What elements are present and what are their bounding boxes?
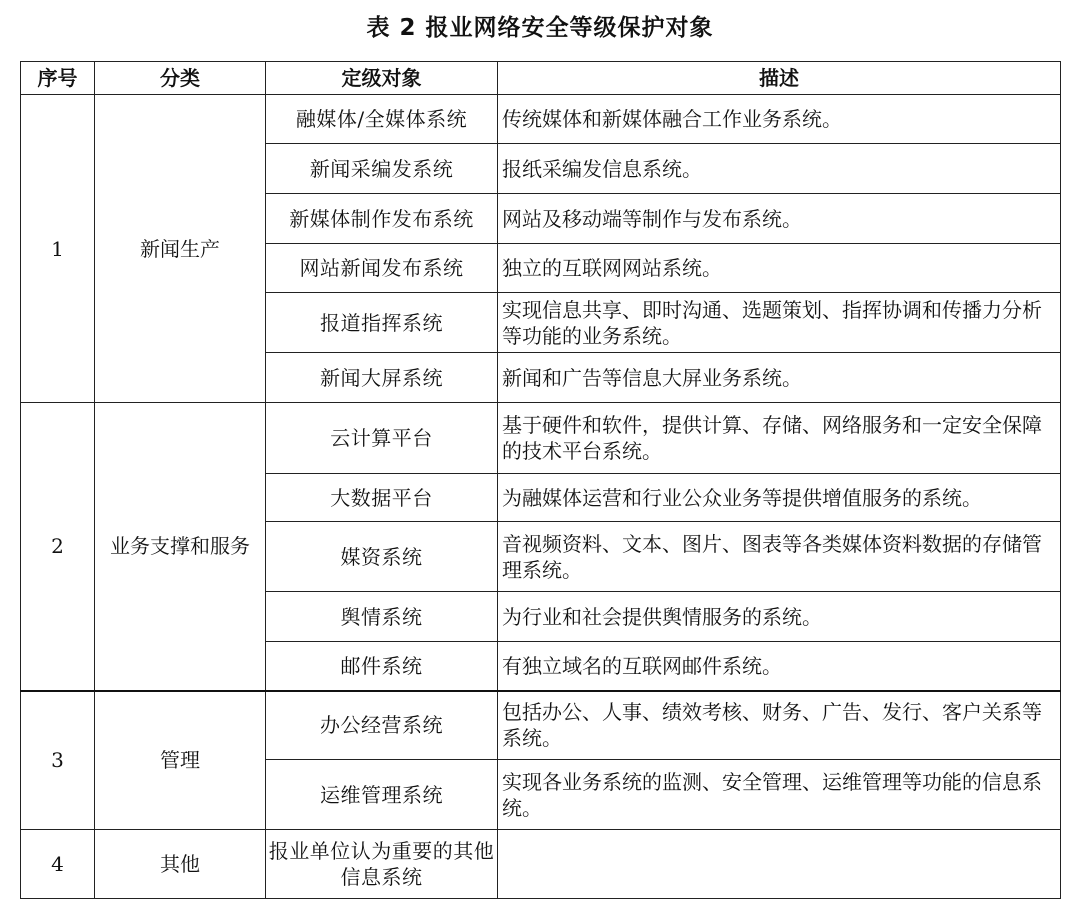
- table-row: [21, 830, 1061, 899]
- desc-cell: 音视频资料、文本、图片、图表等各类媒体资料数据的存储管理系统。: [498, 522, 1061, 592]
- desc-cell: 传统媒体和新媒体融合工作业务系统。: [498, 95, 1061, 144]
- header-desc: 描述: [498, 62, 1061, 95]
- category-cell: 其他: [95, 830, 266, 899]
- seq-cell: 3: [21, 691, 95, 830]
- object-cell: 网站新闻发布系统: [266, 244, 498, 293]
- desc-cell: [498, 830, 1061, 899]
- table-row: [21, 691, 1061, 760]
- table-row: [21, 403, 1061, 474]
- object-cell: 报道指挥系统: [266, 293, 498, 353]
- desc-cell: 报纸采编发信息系统。: [498, 144, 1061, 194]
- object-cell: 媒资系统: [266, 522, 498, 592]
- seq-cell: 2: [21, 403, 95, 691]
- object-cell: 新闻采编发系统: [266, 144, 498, 194]
- object-cell: 云计算平台: [266, 403, 498, 474]
- object-cell: 新媒体制作发布系统: [266, 194, 498, 244]
- seq-cell: 1: [21, 95, 95, 403]
- table-row: [21, 95, 1061, 144]
- desc-cell: 基于硬件和软件，提供计算、存储、网络服务和一定安全保障的技术平台系统。: [498, 403, 1061, 474]
- header-category: 分类: [95, 62, 266, 95]
- desc-cell: 实现各业务系统的监测、安全管理、运维管理等功能的信息系统。: [498, 760, 1061, 830]
- desc-cell: 包括办公、人事、绩效考核、财务、广告、发行、客户关系等系统。: [498, 691, 1061, 760]
- object-cell: 报业单位认为重要的其他信息系统: [266, 830, 498, 899]
- header-row: [21, 62, 1061, 95]
- desc-cell: 实现信息共享、即时沟通、选题策划、指挥协调和传播力分析等功能的业务系统。: [498, 293, 1061, 353]
- header-seq: 序号: [21, 62, 95, 95]
- protection-object-table: [20, 61, 1061, 899]
- category-cell: 新闻生产: [95, 95, 266, 403]
- object-cell: 办公经营系统: [266, 691, 498, 760]
- object-cell: 大数据平台: [266, 474, 498, 522]
- object-cell: 舆情系统: [266, 592, 498, 642]
- desc-cell: 独立的互联网网站系统。: [498, 244, 1061, 293]
- header-object: 定级对象: [266, 62, 498, 95]
- object-cell: 新闻大屏系统: [266, 353, 498, 403]
- desc-cell: 为行业和社会提供舆情服务的系统。: [498, 592, 1061, 642]
- category-cell: 业务支撑和服务: [95, 403, 266, 691]
- object-cell: 运维管理系统: [266, 760, 498, 830]
- object-cell: 邮件系统: [266, 642, 498, 691]
- seq-cell: 4: [21, 830, 95, 899]
- category-cell: 管理: [95, 691, 266, 830]
- desc-cell: 新闻和广告等信息大屏业务系统。: [498, 353, 1061, 403]
- desc-cell: 为融媒体运营和行业公众业务等提供增值服务的系统。: [498, 474, 1061, 522]
- object-cell: 融媒体/全媒体系统: [266, 95, 498, 144]
- desc-cell: 网站及移动端等制作与发布系统。: [498, 194, 1061, 244]
- desc-cell: 有独立域名的互联网邮件系统。: [498, 642, 1061, 691]
- table-title: 表 2 报业网络安全等级保护对象: [366, 15, 714, 41]
